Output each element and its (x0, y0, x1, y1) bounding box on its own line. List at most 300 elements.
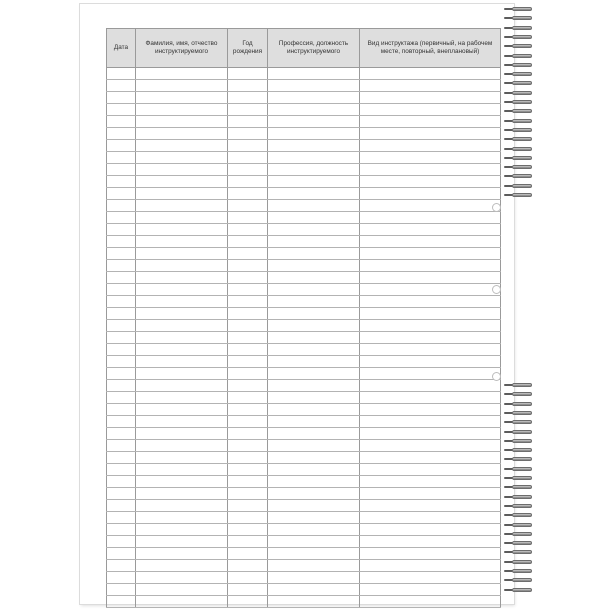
table-row (107, 428, 501, 440)
table-cell (228, 584, 268, 596)
table-row (107, 548, 501, 560)
table-row (107, 560, 501, 572)
table-cell (107, 164, 136, 176)
table-cell (107, 524, 136, 536)
spiral-coil (504, 522, 532, 528)
instruction-log-table (106, 28, 501, 608)
table-cell (268, 452, 360, 464)
table-cell (228, 416, 268, 428)
spiral-coil (504, 456, 532, 462)
spiral-coil (504, 108, 532, 114)
table-cell (107, 188, 136, 200)
spiral-coil (504, 53, 532, 59)
spiral-coil (504, 447, 532, 453)
table-cell (107, 356, 136, 368)
table-cell (360, 152, 501, 164)
table-row (107, 296, 501, 308)
spiral-coil (504, 99, 532, 105)
spiral-coil (504, 484, 532, 490)
table-cell (268, 596, 360, 608)
table-cell (268, 140, 360, 152)
spiral-coil (504, 391, 532, 397)
table-cell (107, 212, 136, 224)
table-row (107, 248, 501, 260)
spiral-coil (504, 6, 532, 12)
table-header-row (107, 29, 501, 68)
header-briefing-type: Вид инструктажа (первичный, на рабочем месте, повторный, внеплановый) (360, 29, 501, 68)
table-row (107, 500, 501, 512)
table-cell (228, 572, 268, 584)
table-row (107, 464, 501, 476)
table-cell (268, 416, 360, 428)
table-cell (228, 152, 268, 164)
table-row (107, 416, 501, 428)
table-row (107, 200, 501, 212)
punch-hole-top (492, 203, 501, 212)
table-cell (107, 428, 136, 440)
table-cell (360, 188, 501, 200)
header-birth-year: Год рождения (228, 29, 268, 68)
spiral-coil (504, 118, 532, 124)
table-row (107, 188, 501, 200)
spiral-coil (504, 146, 532, 152)
table-cell (107, 392, 136, 404)
table-cell (107, 92, 136, 104)
table-cell (268, 536, 360, 548)
table-cell (107, 224, 136, 236)
table-cell (107, 140, 136, 152)
table-cell (360, 128, 501, 140)
table-cell (360, 260, 501, 272)
table-cell (268, 572, 360, 584)
table-cell (360, 512, 501, 524)
spiral-coil (504, 136, 532, 142)
table-cell (228, 116, 268, 128)
table-cell (136, 200, 228, 212)
table-cell (136, 548, 228, 560)
table-cell (228, 464, 268, 476)
table-row (107, 224, 501, 236)
table-cell (360, 392, 501, 404)
table-row (107, 164, 501, 176)
table-cell (268, 308, 360, 320)
table-cell (107, 584, 136, 596)
table-cell (107, 152, 136, 164)
table-cell (136, 188, 228, 200)
table-cell (136, 212, 228, 224)
spiral-coil (504, 90, 532, 96)
spiral-coil (504, 466, 532, 472)
table-cell (136, 176, 228, 188)
spiral-binding-bottom (504, 382, 534, 592)
table-cell (136, 152, 228, 164)
spiral-coil (504, 568, 532, 574)
spiral-coil (504, 531, 532, 537)
table-cell (107, 272, 136, 284)
spiral-coil (504, 438, 532, 444)
table-cell (268, 224, 360, 236)
table-row (107, 572, 501, 584)
table-cell (228, 200, 268, 212)
spiral-binding-top (504, 6, 534, 202)
table-cell (228, 452, 268, 464)
table-cell (360, 440, 501, 452)
table-row (107, 116, 501, 128)
table-row (107, 404, 501, 416)
spiral-coil (504, 192, 532, 198)
table-cell (268, 380, 360, 392)
table-cell (228, 344, 268, 356)
table-cell (228, 272, 268, 284)
table-cell (107, 104, 136, 116)
table-row (107, 176, 501, 188)
table-cell (360, 488, 501, 500)
table-body (107, 68, 501, 608)
table-cell (107, 80, 136, 92)
table-cell (360, 548, 501, 560)
table-row (107, 272, 501, 284)
table-cell (136, 224, 228, 236)
table-cell (228, 476, 268, 488)
table-cell (228, 80, 268, 92)
table-cell (268, 92, 360, 104)
table-cell (268, 80, 360, 92)
table-cell (107, 284, 136, 296)
table-cell (360, 212, 501, 224)
table-cell (360, 356, 501, 368)
table-cell (107, 416, 136, 428)
table-cell (136, 164, 228, 176)
table-row (107, 440, 501, 452)
table-cell (228, 236, 268, 248)
spiral-coil (504, 410, 532, 416)
table-cell (268, 332, 360, 344)
spiral-coil (504, 494, 532, 500)
table-cell (268, 176, 360, 188)
table-cell (107, 260, 136, 272)
table-row (107, 476, 501, 488)
table-row (107, 128, 501, 140)
spiral-coil (504, 559, 532, 565)
table-cell (268, 464, 360, 476)
table-row (107, 212, 501, 224)
table-cell (268, 164, 360, 176)
table-cell (360, 524, 501, 536)
spiral-coil (504, 71, 532, 77)
table-cell (107, 380, 136, 392)
table-cell (136, 344, 228, 356)
table-row (107, 308, 501, 320)
table-cell (228, 500, 268, 512)
table-cell (136, 308, 228, 320)
table-row (107, 104, 501, 116)
spiral-coil (504, 164, 532, 170)
spiral-coil (504, 401, 532, 407)
table-cell (268, 512, 360, 524)
table-cell (268, 500, 360, 512)
table-row (107, 392, 501, 404)
table-cell (136, 380, 228, 392)
spiral-coil (504, 183, 532, 189)
table-cell (136, 464, 228, 476)
table-cell (107, 452, 136, 464)
table-cell (360, 584, 501, 596)
table-cell (107, 320, 136, 332)
table-cell (136, 80, 228, 92)
spiral-coil (504, 155, 532, 161)
notebook-page (80, 4, 514, 604)
table-cell (268, 428, 360, 440)
table-cell (360, 224, 501, 236)
spiral-coil (504, 382, 532, 388)
table-cell (228, 224, 268, 236)
table-cell (268, 344, 360, 356)
table-row (107, 380, 501, 392)
table-cell (136, 356, 228, 368)
table-cell (268, 260, 360, 272)
table-cell (228, 440, 268, 452)
table-cell (360, 476, 501, 488)
table-cell (360, 296, 501, 308)
table-cell (136, 584, 228, 596)
spiral-coil (504, 587, 532, 593)
table-cell (268, 368, 360, 380)
table-row (107, 344, 501, 356)
table-row (107, 260, 501, 272)
table-cell (360, 344, 501, 356)
table-cell (268, 560, 360, 572)
table-cell (360, 236, 501, 248)
table-cell (136, 236, 228, 248)
table-cell (136, 572, 228, 584)
punch-hole-bottom (492, 372, 501, 381)
table-cell (228, 488, 268, 500)
header-date: Дата (107, 29, 136, 68)
table-cell (228, 392, 268, 404)
table-cell (360, 176, 501, 188)
table-cell (136, 392, 228, 404)
table-cell (360, 308, 501, 320)
table-cell (228, 164, 268, 176)
table-cell (228, 68, 268, 80)
table-cell (136, 104, 228, 116)
table-row (107, 236, 501, 248)
table-cell (136, 416, 228, 428)
table-cell (228, 404, 268, 416)
table-row (107, 320, 501, 332)
table-cell (360, 428, 501, 440)
table-cell (107, 440, 136, 452)
spiral-coil (504, 127, 532, 133)
table-cell (228, 104, 268, 116)
table-cell (136, 524, 228, 536)
table-cell (268, 152, 360, 164)
table-cell (228, 536, 268, 548)
table-row (107, 152, 501, 164)
table-cell (228, 140, 268, 152)
spiral-coil (504, 577, 532, 583)
table-cell (107, 296, 136, 308)
table-cell (136, 248, 228, 260)
spiral-coil (504, 503, 532, 509)
table-row (107, 140, 501, 152)
table-cell (228, 596, 268, 608)
table-cell (268, 272, 360, 284)
punch-hole-middle (492, 285, 501, 294)
spiral-coil (504, 34, 532, 40)
table-cell (107, 308, 136, 320)
table-cell (228, 320, 268, 332)
table-cell (228, 212, 268, 224)
spiral-coil (504, 512, 532, 518)
table-cell (268, 548, 360, 560)
table-cell (360, 380, 501, 392)
table-cell (268, 476, 360, 488)
table-cell (228, 188, 268, 200)
table-cell (268, 440, 360, 452)
table-cell (268, 104, 360, 116)
table-cell (136, 92, 228, 104)
table-cell (107, 464, 136, 476)
table-cell (136, 284, 228, 296)
table-cell (268, 128, 360, 140)
table-cell (136, 512, 228, 524)
table-cell (228, 560, 268, 572)
table-cell (360, 200, 501, 212)
table-cell (360, 80, 501, 92)
spiral-coil (504, 429, 532, 435)
spiral-coil (504, 549, 532, 555)
table-cell (268, 68, 360, 80)
table-cell (136, 404, 228, 416)
table-cell (228, 380, 268, 392)
header-profession: Профессия, должность инструктируемого (268, 29, 360, 68)
table-cell (136, 440, 228, 452)
spiral-coil (504, 540, 532, 546)
table-cell (360, 500, 501, 512)
spiral-coil (504, 173, 532, 179)
table-cell (360, 284, 501, 296)
table-row (107, 332, 501, 344)
table-row (107, 596, 501, 608)
table-cell (107, 344, 136, 356)
table-cell (136, 260, 228, 272)
table-cell (268, 584, 360, 596)
table-row (107, 584, 501, 596)
table-cell (136, 128, 228, 140)
spiral-coil (504, 43, 532, 49)
table-row (107, 356, 501, 368)
table-cell (228, 128, 268, 140)
table-cell (107, 236, 136, 248)
table-cell (268, 524, 360, 536)
table-cell (360, 92, 501, 104)
table-cell (360, 464, 501, 476)
table-cell (136, 476, 228, 488)
table-cell (268, 284, 360, 296)
table-cell (360, 572, 501, 584)
table-cell (268, 356, 360, 368)
table-cell (360, 248, 501, 260)
table-cell (107, 176, 136, 188)
table-cell (136, 536, 228, 548)
table-cell (136, 368, 228, 380)
table-cell (360, 596, 501, 608)
table-cell (268, 236, 360, 248)
spiral-coil (504, 419, 532, 425)
table-cell (107, 536, 136, 548)
table-cell (136, 452, 228, 464)
table-cell (136, 488, 228, 500)
table-row (107, 68, 501, 80)
header-full-name: Фамилия, имя, отчество инструктируемого (136, 29, 228, 68)
table-cell (228, 428, 268, 440)
table-cell (268, 212, 360, 224)
table-cell (268, 404, 360, 416)
table-cell (107, 404, 136, 416)
table-cell (360, 368, 501, 380)
table-cell (360, 416, 501, 428)
table-cell (360, 332, 501, 344)
table-cell (268, 248, 360, 260)
table-cell (107, 512, 136, 524)
table-cell (268, 200, 360, 212)
table-cell (360, 560, 501, 572)
table-cell (107, 332, 136, 344)
spiral-coil (504, 475, 532, 481)
table-cell (228, 248, 268, 260)
table-cell (136, 596, 228, 608)
spiral-coil (504, 62, 532, 68)
table-cell (136, 428, 228, 440)
table-row (107, 524, 501, 536)
table-cell (268, 296, 360, 308)
table-cell (360, 104, 501, 116)
table-cell (107, 128, 136, 140)
table-cell (268, 392, 360, 404)
table-cell (228, 308, 268, 320)
table-cell (228, 92, 268, 104)
table-cell (136, 332, 228, 344)
table-cell (228, 260, 268, 272)
table-cell (107, 476, 136, 488)
table-row (107, 368, 501, 380)
table-row (107, 536, 501, 548)
table-cell (360, 68, 501, 80)
table-cell (136, 140, 228, 152)
table-row (107, 488, 501, 500)
spiral-coil (504, 15, 532, 21)
table-cell (136, 560, 228, 572)
table-row (107, 452, 501, 464)
table-cell (136, 500, 228, 512)
table-cell (268, 488, 360, 500)
table-cell (228, 368, 268, 380)
table-cell (228, 548, 268, 560)
table-cell (136, 116, 228, 128)
table-cell (268, 320, 360, 332)
table-cell (107, 560, 136, 572)
table-row (107, 284, 501, 296)
table-cell (360, 404, 501, 416)
table-cell (268, 116, 360, 128)
table-row (107, 80, 501, 92)
table-cell (228, 332, 268, 344)
table-cell (360, 140, 501, 152)
table-cell (228, 512, 268, 524)
table-row (107, 92, 501, 104)
table-cell (107, 248, 136, 260)
